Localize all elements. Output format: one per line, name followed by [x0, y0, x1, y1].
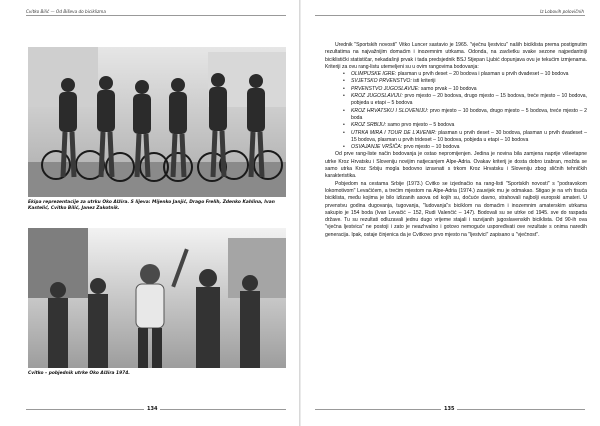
criterion-text: prvo mjesto – 10 bodova — [403, 144, 460, 151]
criterion-text: plasman u prvih deset – 30 bodova, plasman u prvih dvadeset – 15 bodova, plasman u prvih trideset – 10 bodova, pobjeda u etapi – 10 bodova — [351, 129, 587, 143]
page-number: 135 — [441, 406, 457, 412]
team-photo — [28, 47, 286, 197]
criterion-label: KROZ HRVATSKU I SLOVENIJU: — [351, 107, 429, 114]
criterion-item — [351, 93, 587, 108]
body-text — [325, 42, 587, 239]
criterion-label: KROZ SRBIJU: — [351, 122, 387, 129]
criterion-item — [351, 130, 587, 145]
criterion-text: isti kriteriji — [413, 78, 436, 85]
criterion-text: samo prvo mjesto – 5 bodova — [387, 122, 455, 129]
header-rule — [315, 15, 585, 16]
running-head: Iz Lobovih polovičnih — [540, 9, 584, 14]
criterion-item — [351, 108, 587, 123]
criterion-item — [351, 78, 587, 85]
criterion-text: samo prvak – 10 bodova — [420, 85, 477, 92]
criterion-label: PRVENSTVO JUGOSLAVIJE: — [351, 85, 420, 92]
page-number: 134 — [144, 406, 160, 412]
scoring-criteria-list — [325, 71, 587, 151]
team-photo-caption: Ekipa reprezentacije za utrku Oko Alžira. S lijeva: Mijenko Janjić, Drago Frelih, Zdenko Kahlina, Ivan Kastelić, Cvitko Bilić, Janez Zakotnik. — [28, 200, 275, 211]
criterion-item — [351, 144, 587, 151]
right-page — [301, 0, 600, 426]
body-paragraph: Od prve rang-liste način bodovanja je ostao nepromijenjen. Jedina je novina bila zamjena naprije višeetapne utrke Kroz Hrvatsku i Sloveniju novijim natjecanjem Alpe-Adria. Ovakav kriterij je dosta dobro izabran, možda se samo utrka Kroz Srbiju mogla bodovno izravnati s trkom Kroz Hrvatsku i Sloveniju zbog sličnih tehničkih karakteristika. — [325, 151, 587, 180]
criterion-text: plasman u prvih deset – 20 bodova i plasman u prvih dvadeset – 10 bodova — [397, 71, 569, 78]
criterion-label: OLIMPIJSKE IGRE: — [351, 71, 397, 78]
winner-photo-caption: Cvitko – pobjednik utrke Oko Alžira 1974. — [28, 371, 130, 376]
criterion-label: UTRKA MIRA I TOUR DE L'AVENIR: — [351, 129, 437, 136]
left-page — [0, 0, 299, 426]
criterion-label: OSVAJANJE VRŠIČA: — [351, 144, 403, 151]
criterion-label: KROZ JUGOSLAVIJU: — [351, 93, 403, 100]
winner-photo — [28, 228, 286, 368]
criterion-text: prvo mjesto – 20 bodova, drugo mjesto – 15 bodova, treće mjesto – 10 bodova, pobjeda u etapi – 5 bodova — [351, 93, 587, 107]
criterion-label: SVJETSKO PRVENSTVO: — [351, 78, 412, 85]
header-rule — [26, 15, 286, 16]
criterion-item — [351, 71, 587, 78]
criterion-item — [351, 86, 587, 93]
body-paragraph: Pobjedom na cestama Srbije (1973.) Cvitko se izjednačio na rang-listi "Sportskih novosti" s "podravskom lokomotivom" Levačićem, a trećim mjestom na Alpe-Adria (1974.) zauvijek mu je odmakao. Stigao je na vrh tisuća biciklista, među kojima je bilo izlizanih asova od kojih su, dočuće davno, strahovali najbolji europski amateri. U prvenstvu godina dugovanja, tugovanja, "ludovanja"s biciklom na domaćim i inozemnim amaterskim utrkama sakupio je 154 boda (Ivan Levačić – 152, Rudi Valenčić – 147). Bodovali su se utrke od 1945. sve do raspada države. Tu su rezultati odluzavali jednu dugo vrijeme stajali i razvijanih jugoslavenskih biciklista. Od 90-ih ova "vječna ljestvica" ne postoji i zato je neazhvalno i gotovo nemoguće uspoređivati ove rezultate s onima naredih generacija. Ipak, ostaje činjenica da je Cvitkovo prvo mjesto na "ljestvici" zapisano u "vječnost". — [325, 180, 587, 238]
running-head: Cvitko Bilić — Od Biševa do biciklizma — [26, 9, 106, 14]
criterion-text: prvo mjesto – 10 bodova, drugo mjesto – 5 bodova, treće mjesto – 2 boda — [351, 107, 587, 121]
criterion-item — [351, 122, 587, 129]
intro-paragraph: Urednik "Sportskih novosti" Vitko Luncer sastavio je 1965. "vječnu ljestvicu" naših biciklista prema postignutim rezultatima na najvažnijim domaćim i inozemnim utrkama. Odonda, na zavšetku svake sezone najpedantniji biciklistički statističar, nekadašnji prvak i tada predsjednik BSJ Stjepan Ljubić dopunjava ovu je tekućim izmjenama. Kriteriji za ovu rang-listu utemeljeni su u ovim rangovima bodovanja: — [325, 42, 587, 70]
